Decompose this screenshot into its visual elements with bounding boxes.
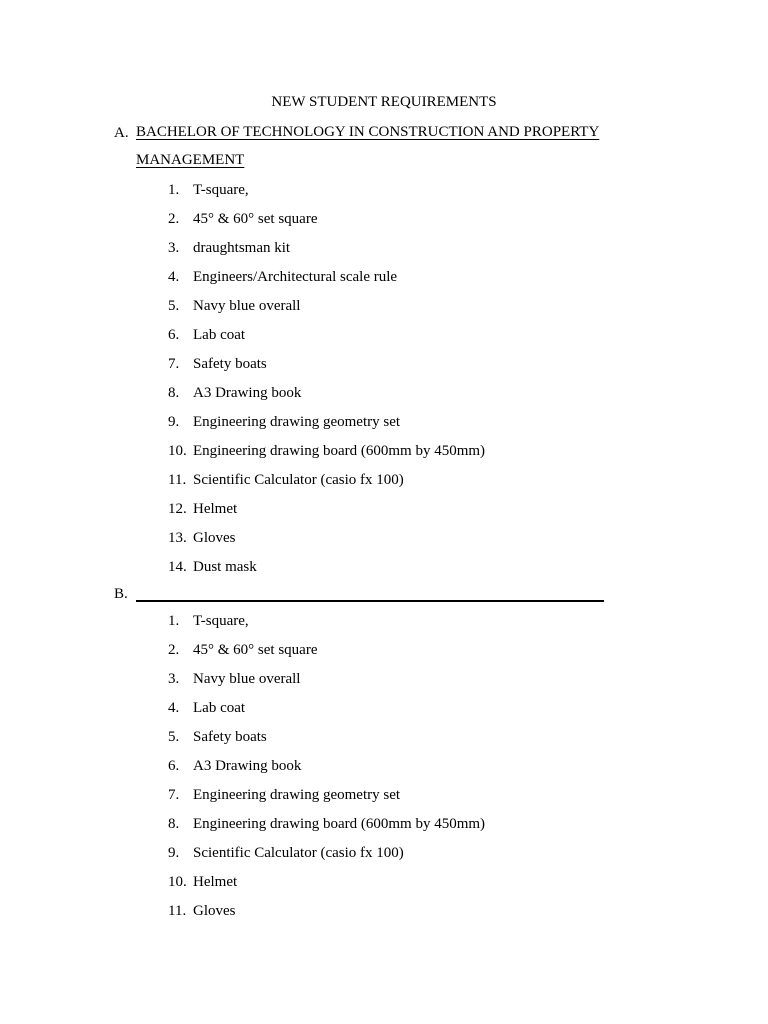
item-text: A3 Drawing book [193,385,302,401]
item-text: T-square, [193,613,249,629]
item-number: 6. [168,327,180,343]
item-number: 7. [168,356,180,372]
item-number: 1. [168,182,180,198]
item-number: 5. [168,729,180,745]
item-number: 9. [168,845,180,861]
item-text: Engineers/Architectural scale rule [193,269,398,285]
item-text: Gloves [193,903,236,919]
section-b-letter: B. [114,586,128,602]
item-number: 9. [168,414,180,430]
item-text: T-square, [193,182,249,198]
item-text: Engineering drawing geometry set [193,787,401,803]
item-text: Helmet [193,501,238,517]
section-b-blank-heading-line [136,600,604,602]
item-number: 2. [168,642,180,658]
item-number: 10. [168,443,187,459]
item-text: Scientific Calculator (casio fx 100) [193,472,404,488]
item-text: Dust mask [193,559,257,575]
item-text: 45° & 60° set square [193,211,318,227]
item-number: 6. [168,758,180,774]
item-number: 8. [168,385,180,401]
page-title: NEW STUDENT REQUIREMENTS [271,94,497,110]
item-number: 12. [168,501,187,517]
item-text: Navy blue overall [193,298,301,314]
item-number: 13. [168,530,187,546]
item-text: Navy blue overall [193,671,301,687]
item-number: 1. [168,613,180,629]
item-text: Engineering drawing board (600mm by 450mm) [193,443,486,459]
item-text: Lab coat [193,327,246,343]
item-text: Lab coat [193,700,246,716]
item-text: Scientific Calculator (casio fx 100) [193,845,404,861]
item-text: Engineering drawing board (600mm by 450mm) [193,816,486,832]
item-number: 11. [168,472,187,488]
item-text: 45° & 60° set square [193,642,318,658]
item-text: Gloves [193,530,236,546]
item-number: 5. [168,298,180,314]
item-number: 4. [168,700,180,716]
item-number: 2. [168,211,180,227]
item-number: 8. [168,816,180,832]
item-text: Helmet [193,874,238,890]
item-text: A3 Drawing book [193,758,302,774]
section-a-heading: BACHELOR OF TECHNOLOGY IN CONSTRUCTION AND PROPERTY MANAGEMENT [136,124,600,168]
item-number: 7. [168,787,180,803]
item-number: 14. [168,559,187,575]
item-text: Engineering drawing geometry set [193,414,401,430]
item-text: draughtsman kit [193,240,291,256]
item-number: 10. [168,874,187,890]
item-number: 4. [168,269,180,285]
item-number: 3. [168,671,180,687]
item-number: 11. [168,903,187,919]
item-number: 3. [168,240,180,256]
item-text: Safety boats [193,729,267,745]
section-a-letter: A. [114,125,129,141]
item-text: Safety boats [193,356,267,372]
